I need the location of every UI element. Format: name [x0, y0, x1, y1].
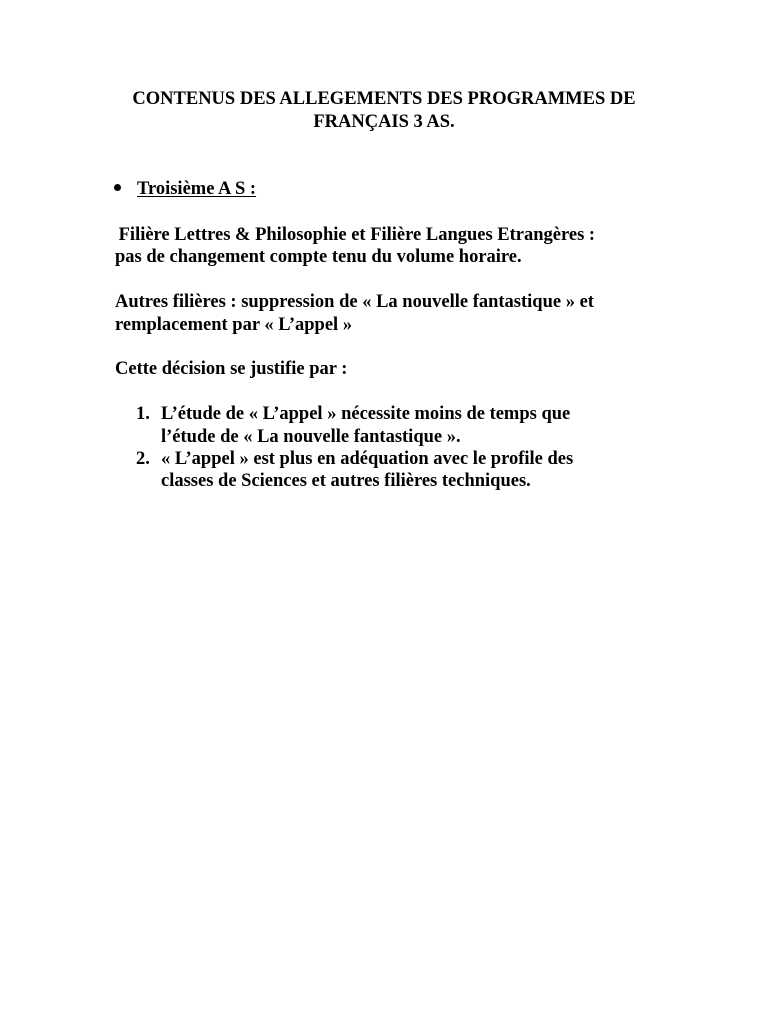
list-item-1-number: 1. [136, 404, 150, 424]
list-item-1-line-2: l’étude de « La nouvelle fantastique ». [161, 427, 461, 447]
section-heading: Troisième A S : [137, 179, 257, 199]
bullet-icon [114, 184, 121, 191]
paragraph-1-line-2: pas de changement compte tenu du volume horaire. [115, 247, 522, 267]
paragraph-2-line-2: remplacement par « L’appel » [115, 315, 353, 335]
list-item-1-line-1: L’étude de « L’appel » nécessite moins de temps que [161, 404, 571, 424]
list-item-2-line-1: « L’appel » est plus en adéquation avec le profile des [161, 449, 574, 469]
paragraph-2-line-1: Autres filières : suppression de « La nouvelle fantastique » et [115, 292, 594, 312]
section-heading-bullet [114, 178, 256, 201]
list-item-2-line-2: classes de Sciences et autres filières techniques. [161, 471, 531, 491]
paragraph-1-line-1: Filière Lettres & Philosophie et Filière Langues Etrangères : [114, 225, 596, 245]
list-item-2-number: 2. [136, 449, 150, 469]
paragraph-3: Cette décision se justifie par : [115, 359, 348, 379]
document-title-line-2: FRANÇAIS 3 AS. [313, 112, 455, 132]
document-title-line-1: CONTENUS DES ALLEGEMENTS DES PROGRAMMES DE [132, 89, 636, 109]
